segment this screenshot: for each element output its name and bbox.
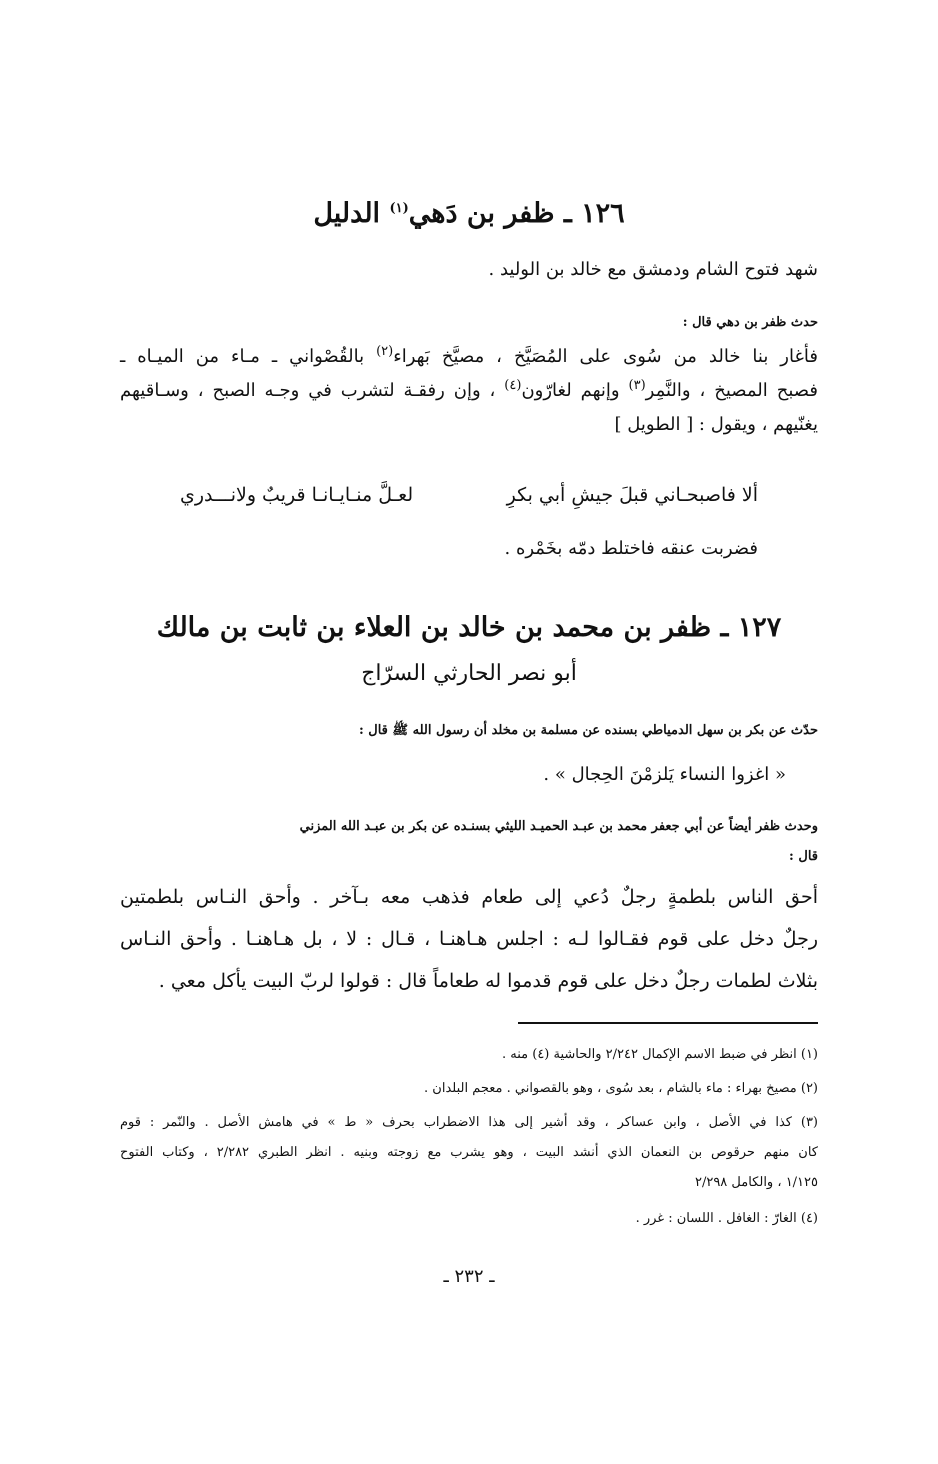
text-line-3: بثلاث لطمات رجلٌ دخل على قوم قدموا له طعاماً قال : قولوا لربّ البيت يأكل معي . xyxy=(158,970,818,992)
footnote-1: (١) انظر في ضبط الاسم الإكمال ٢/٢٤٢ والحاشية (٤) منه . xyxy=(501,1047,818,1062)
footnote-3 xyxy=(120,1108,818,1198)
footnote-3-line-2: كان منهم حرقوص بن النعمان الذي أنشد البيت ، وهو يشرب مع زوجته وبنيه . انظر الطبري ٢/٢٨٢ ، وكتاب الفتوح xyxy=(120,1145,818,1160)
entry-126-intro: شهد فتوح الشام ودمشق مع خالد بن الوليد . xyxy=(488,259,818,280)
footnote-ref-4: (٤) xyxy=(504,378,522,393)
poem-verse xyxy=(180,478,758,512)
narrative-line-2b: وإنهم لغارّون xyxy=(521,380,620,401)
narrative-line-1b: بالقُصْواني ـ مـاء من الميـاه ـ xyxy=(120,346,365,367)
footnote-ref-3: (٣) xyxy=(628,378,646,393)
isnad-2-line-2: قال : xyxy=(789,849,818,864)
narrative-line-2a: فصبح المصيخ ، والنَّمِر xyxy=(645,380,818,401)
entry-127-heading: ١٢٧ ـ ظفر بن محمد بن خالد بن العلاء بن ثابت بن مالك xyxy=(156,612,782,643)
footnote-2: (٢) مصيخ بهراء : ماء بالشام ، بعد سُوى ، وهو بالقصواني . معجم البلدان . xyxy=(424,1081,818,1096)
footnote-ref-1: (١) xyxy=(389,201,409,216)
entry-126-narration-label: حدث ظفر بن دهي قال : xyxy=(682,315,818,330)
narrative-line-2 xyxy=(120,374,818,408)
entry-127-isnad-2 xyxy=(120,812,818,872)
verse-second-hemistich: لعـلَّ منـايـانـا قريبٌ ولانـــدري xyxy=(180,484,414,506)
footnote-divider xyxy=(518,1022,818,1024)
narrative-line-3: يغنّيهم ، ويقول : [ الطويل ] xyxy=(614,414,818,435)
text-line-1: أحق الناس بلطمةٍ رجلٌ دُعي إلى طعام فذهب معه بـآخر . وأحق النـاس بلطمتين xyxy=(120,886,818,908)
entry-126-heading-text: ١٢٦ ـ ظفر بن دَهي xyxy=(408,198,625,229)
footnote-ref-2: (٢) xyxy=(376,344,394,359)
footnote-4: (٤) الغارّ : الغافل . اللسان : غرر . xyxy=(635,1211,818,1226)
entry-126-narrative xyxy=(120,340,818,442)
entry-127-hadith: « اغزوا النساء يَلزمْنَ الحِجال » . xyxy=(543,764,786,785)
entry-127-isnad-1: حدّث عن بكر بن سهل الدمياطي بسنده عن مسلمة بن مخلد أن رسول الله ﷺ قال : xyxy=(358,723,818,738)
narrative-line-1 xyxy=(120,340,818,374)
entry-126-outcome: فضربت عنقه فاختلط دمّه بخَمْره . xyxy=(504,538,758,559)
verse-first-hemistich: ألا فاصبحـاني قبلَ جيشِ أبي بكرِ xyxy=(506,484,758,506)
entry-127-subheading: أبو نصر الحارثي السرّاج xyxy=(361,661,577,686)
footnote-3-line-1: (٣) كذا في الأصل ، وابن عساكر ، وقد أشير إلى هذا الاضطراب بحرف « ط » في هامش الأصل . والنّمر : قوم xyxy=(120,1115,818,1130)
page-number: ـ ٢٣٢ ـ xyxy=(443,1266,495,1287)
entry-126-heading-tail: الدليل xyxy=(313,198,381,229)
entry-126-heading xyxy=(120,192,818,236)
isnad-2-line-1: وحدث ظفر أيضاً عن أبي جعفر محمد بن عبـد الحميـد الليثي بسنـده عن بكر بن عبـد الله المزني xyxy=(299,819,818,834)
text-line-2: رجلٌ دخل على قوم فقـالوا لـه : اجلس هـاهنـا ، قـال : لا ، بل هـاهنـا . وأحق النـاس xyxy=(120,928,818,950)
footnote-3-line-3: ١/١٢٥ ، والكامل ٢/٢٩٨ xyxy=(694,1175,818,1190)
narrative-line-2c: ، وإن رفقـة لتشرب في وجـه الصبح ، وسـاقيهم xyxy=(120,380,496,401)
entry-127-text xyxy=(120,876,818,1002)
narrative-line-1a: فأغار بنا خالد من سُوى على المُصَيَّخ ، مصيَّخ بَهراء xyxy=(393,346,818,367)
